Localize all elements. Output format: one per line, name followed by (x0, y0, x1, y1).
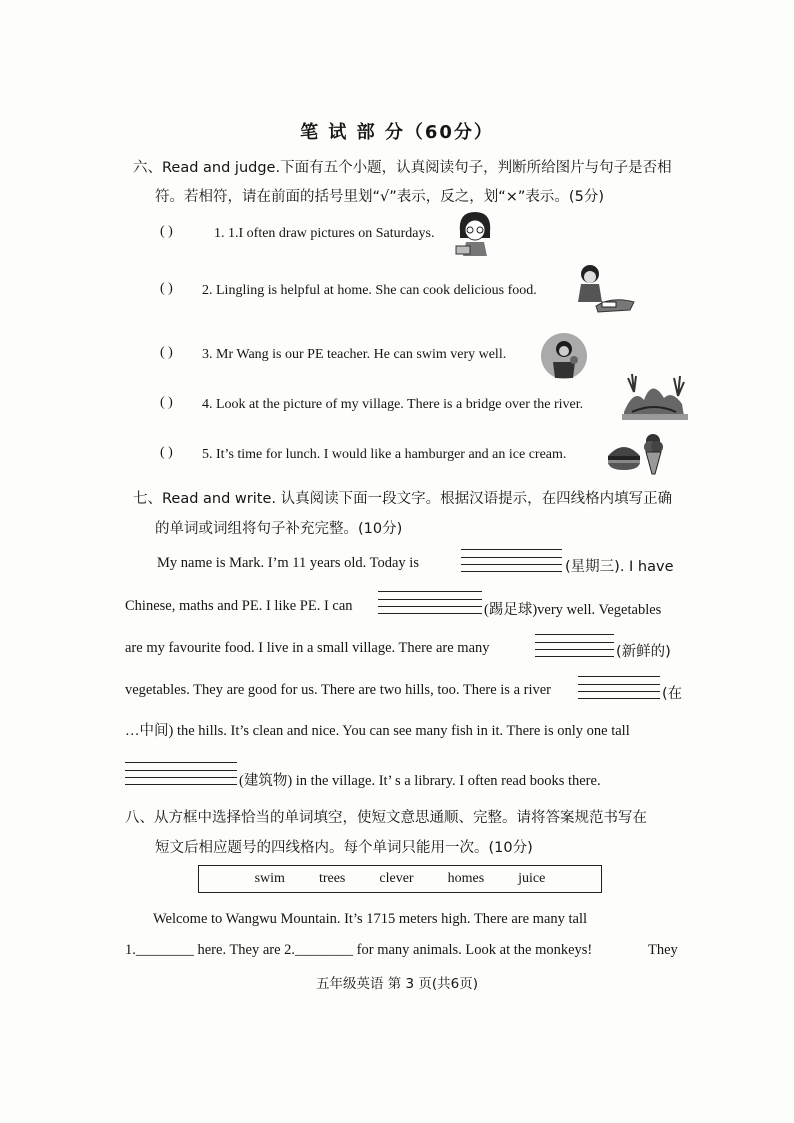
section7-heading-line1: 七、Read and write. 认真阅读下面一段文字。根据汉语提示，在四线格内填写正确 (133, 491, 673, 507)
word-bank-box (198, 865, 602, 893)
girl-drawing-picture (452, 206, 498, 258)
answer-paren-1[interactable]: ( ) (160, 224, 173, 239)
question-1-text: 1. 1.I often draw pictures on Saturdays. (214, 226, 435, 241)
village-bridge-picture (622, 370, 688, 422)
answer-paren-2[interactable]: ( ) (160, 281, 173, 296)
passage8-line1: Welcome to Wangwu Mountain. It’s 1715 meters high. There are many tall (153, 911, 588, 927)
passage7-line1b: (星期三). I have (565, 559, 674, 575)
passage8-line2a: 1.________ here. They are 2.________ for many animals. Look at the monkeys! (125, 942, 593, 958)
word-bank-item: clever (379, 871, 414, 886)
passage7-line4b: (在 (662, 686, 683, 702)
girl-cooking-picture (572, 262, 638, 314)
passage7-line2a: Chinese, maths and PE. I like PE. I can (125, 598, 353, 614)
section8-heading-line2: 短文后相应题号的四线格内。每个单词只能用一次。(10分) (155, 840, 533, 856)
section7-heading-line2: 的单词或词组将句子补充完整。(10分) (155, 521, 403, 537)
answer-paren-3[interactable]: ( ) (160, 345, 173, 360)
answer-paren-4[interactable]: ( ) (160, 395, 173, 410)
page-footer: 五年级英语 第 3 页(共6页) (315, 976, 479, 992)
fourline-blank-1[interactable] (461, 549, 562, 573)
passage7-line4a: vegetables. They are good for us. There are two hills, too. There is a river (125, 682, 552, 698)
passage8-line2b: They (648, 942, 678, 958)
passage7-line3a: are my favourite food. I live in a small village. There are many (125, 640, 490, 656)
passage7-line1a: My name is Mark. I’m 11 years old. Today is (157, 555, 419, 571)
word-bank-item: swim (254, 871, 285, 886)
word-bank-item: trees (318, 871, 346, 886)
answer-paren-5[interactable]: ( ) (160, 445, 173, 460)
hamburger-icecream-picture (606, 432, 664, 476)
question-5-text: 5. It’s time for lunch. I would like a hamburger and an ice cream. (202, 447, 567, 462)
passage7-line3b: (新鲜的) (616, 644, 671, 660)
fourline-blank-4[interactable] (578, 676, 660, 700)
fourline-blank-3[interactable] (535, 634, 614, 658)
passage7-line6: (建筑物) in the village. It’ s a library. I often read books there. (239, 773, 601, 789)
passage7-line5: …中间) the hills. It’s clean and nice. You can see many fish in it. There is only one tall (125, 723, 630, 739)
fourline-blank-5[interactable] (125, 762, 237, 786)
fourline-blank-2[interactable] (378, 591, 482, 615)
teacher-picture (540, 332, 588, 380)
passage7-line2b: (踢足球)very well. Vegetables (484, 602, 662, 618)
question-4-text: 4. Look at the picture of my village. There is a bridge over the river. (202, 397, 584, 412)
section6-heading-line2: 符。若相符，请在前面的括号里划“√”表示，反之，划“×”表示。(5分) (155, 189, 604, 205)
word-bank-item: juice (518, 871, 546, 886)
section8-heading-line1: 八、从方框中选择恰当的单词填空，使短文意思通顺、完整。请将答案规范书写在 (125, 810, 647, 826)
page-title: 笔 试 部 分（60分） (300, 122, 494, 143)
question-2-text: 2. Lingling is helpful at home. She can cook delicious food. (202, 283, 537, 298)
section6-heading-line1: 六、Read and judge.下面有五个小题，认真阅读句子，判断所给图片与句子是否相 (133, 160, 672, 176)
word-bank-item: homes (447, 871, 485, 886)
question-3-text: 3. Mr Wang is our PE teacher. He can swim very well. (202, 347, 507, 362)
